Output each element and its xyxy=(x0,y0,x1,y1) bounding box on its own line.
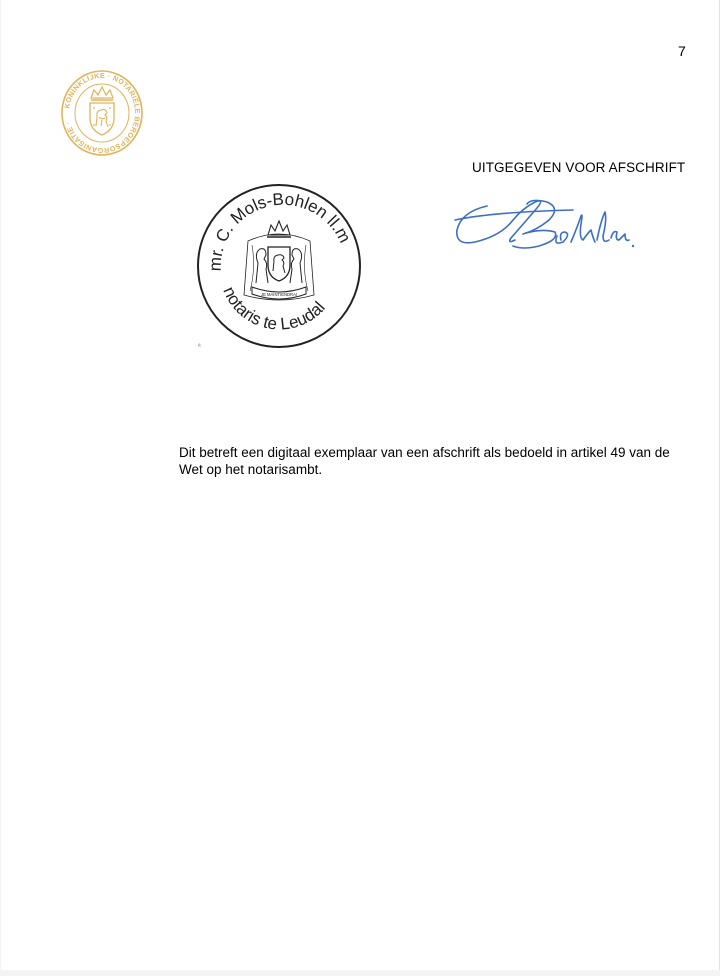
document-page xyxy=(1,0,720,970)
stamp-bottom-text: notaris te Leudal xyxy=(219,283,329,334)
issued-for-copy-label: UITGEGEVEN VOOR AFSCHRIFT xyxy=(472,160,686,175)
knb-seal-logo xyxy=(61,70,143,156)
seal-ring-text: KONINKLIJKE · NOTARIËLE BEROEPSORGANISATIE · xyxy=(62,70,143,156)
stamp-motto: JE MAINTIENDRAI xyxy=(260,292,298,297)
page-number: 7 xyxy=(678,43,686,59)
handwritten-signature xyxy=(453,190,635,254)
notary-stamp xyxy=(196,183,362,349)
stamp-top-text: mr. C. Mols-Bohlen ll.m xyxy=(205,189,355,272)
coat-of-arms-icon xyxy=(244,221,314,300)
tiny-mark: ª xyxy=(198,344,201,351)
digital-copy-statement: Dit betreft een digitaal exemplaar van een afschrift als bedoeld in artikel 49 van de Wet op het notarisambt. xyxy=(179,445,670,477)
